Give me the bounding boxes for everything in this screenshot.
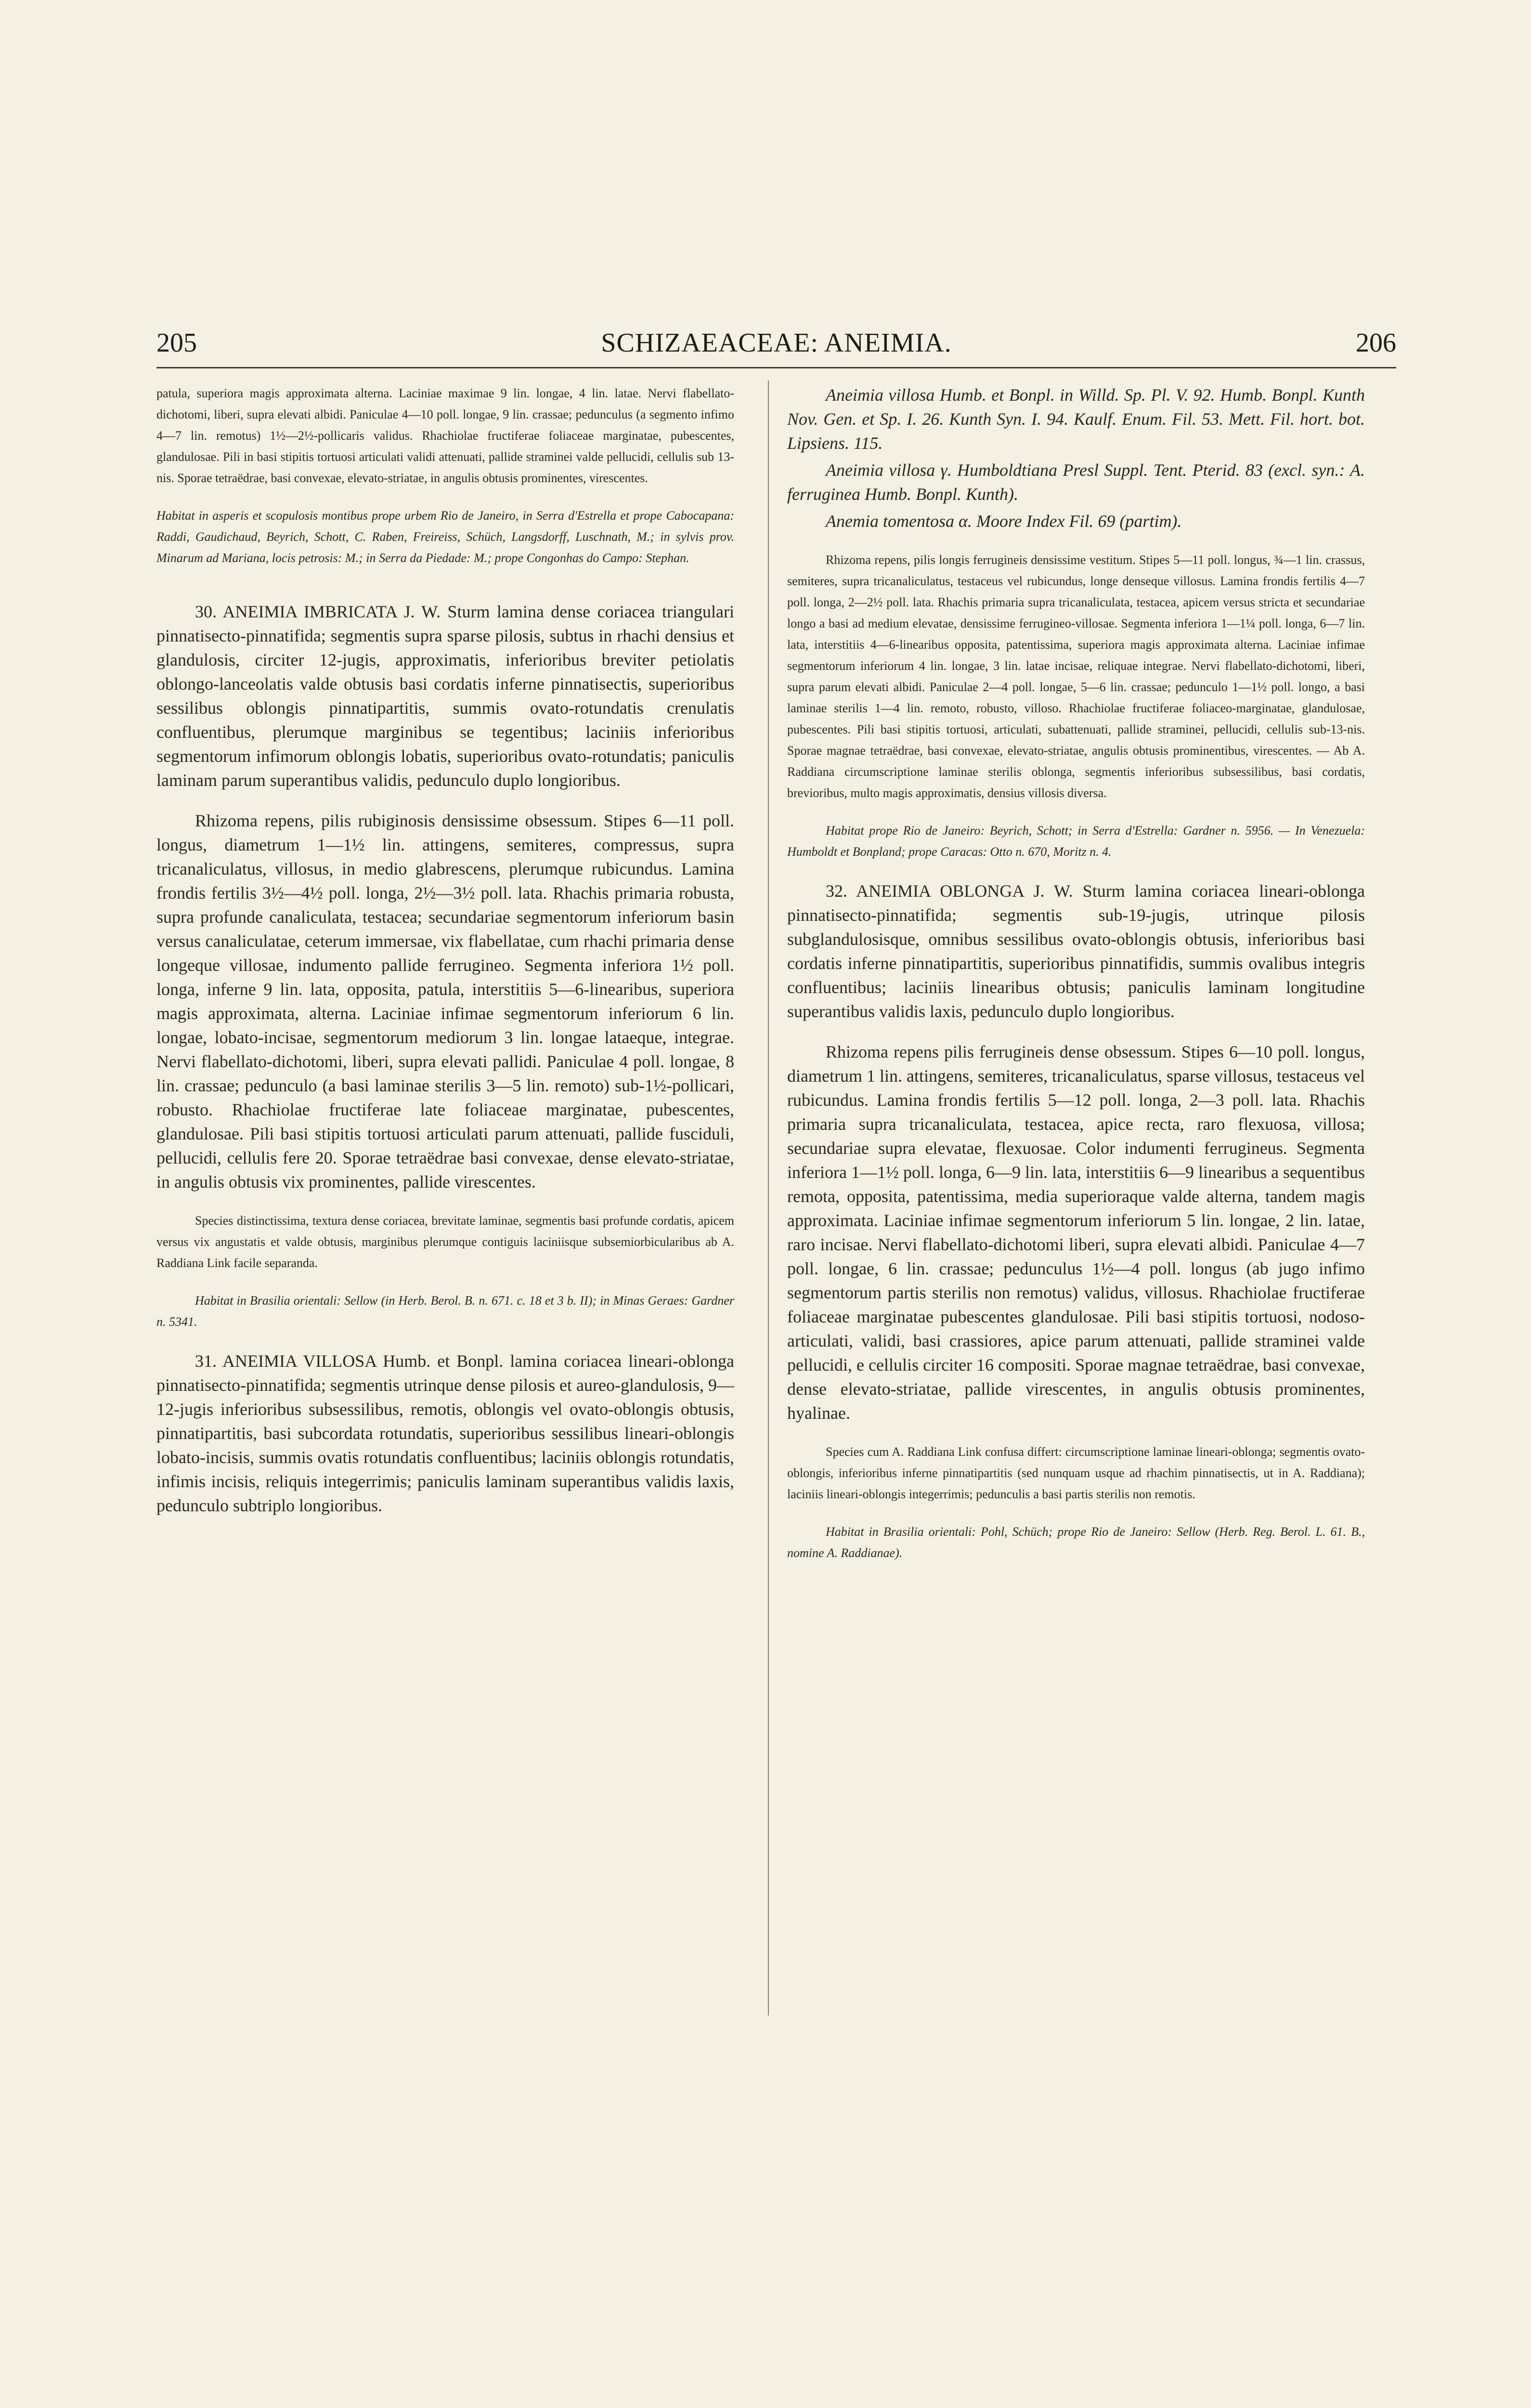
left-column [156,383,734,1534]
right-column [787,383,1365,1580]
species-31-habitat: Habitat prope Rio de Janeiro: Beyrich, Schott; in Serra d'Estrella: Gardner n. 5956. — In Venezuela: Humboldt et Bonpland; prope Caracas: Otto n. 670, Moritz n. 4. [787,824,1365,859]
species-32-diagnosis: 32. ANEIMIA OBLONGA J. W. Sturm lamina coriacea lineari-oblonga pinnatisecto-pinnatifida; segmentis sub-19-jugis, utrinque pilosis subglandulosisque, omnibus sessilibus ovato-oblongis obtusis, inferioribus basi cordatis inferne pinnatipartitis, superioribus pinnatifidis, summis ovalibus integris confluentibus; laciniis linearibus obtusis; paniculis laminam longitudine superantibus validis laxis, pedunculo duplo longioribus. [787,881,1365,1021]
page-number-right: 206 [1356,328,1396,358]
synonym-2: Aneimia villosa γ. Humboldtiana Presl Suppl. Tent. Pterid. 83 (excl. syn.: A. ferruginea Humb. Bonpl. Kunth). [787,460,1365,504]
species-32-remark: Species cum A. Raddiana Link confusa differt: circumscriptione laminae lineari-oblonga; segmentis ovato-oblongis, inferioribus inferne pinnatipartitis (sed nunquam usque ad rhachim pinnatisectis, ut in A. Raddiana); laciniis lineari-oblongis integerrimis; pedunculis a basi partis sterilis non remotis. [787,1445,1365,1501]
running-title: SCHIZAEACEAE: ANEIMIA. [601,328,952,358]
synonym-3: Anemia tomentosa α. Moore Index Fil. 69 (partim). [826,511,1182,531]
species-30-diagnosis: 30. ANEIMIA IMBRICATA J. W. Sturm lamina dense coriacea triangulari pinnatisecto-pinnatifida; segmentis supra sparse pilosis, subtus in rhachi densius et glandulosis, circiter 12-jugis, approximatis, inferioribus breviter petiolatis oblongo-lanceolatis valde obtusis basi cordatis inferne pinnatisectis, superioribus sessilibus oblongis pinnatipartitis, summis ovato-rotundatis crenulatis confluentibus, plerumque marginibus se tegentibus; laciniis inferioribus segmentorum infimorum oblongis lobatis, superioribus ovato-rotundatis; paniculis laminam parum superantibus validis, pedunculo duplo longioribus. [156,602,734,790]
synonym-1: Aneimia villosa Humb. et Bonpl. in Willd. Sp. Pl. V. 92. Humb. Bonpl. Kunth Nov. Gen. et Sp. I. 26. Kunth Syn. I. 94. Kaulf. Enum. Fil. 53. Mett. Fil. hort. bot. Lipsiens. 115. [787,385,1365,453]
habitat-note: Habitat in asperis et scopulosis montibus prope urbem Rio de Janeiro, in Serra d'Estrella et prope Cabocapana: Raddi, Gaudichaud, Beyrich, Schott, C. Raben, Freireiss, Schüch, Langsdorff, Luschnath, M.; in sylvis prov. Minarum ad Mariana, locis petrosis: M.; in Serra da Piedade: M.; prope Congonhas do Campo: Stephan. [156,509,734,565]
species-32-habitat: Habitat in Brasilia orientali: Pohl, Schüch; prope Rio de Janeiro: Sellow (Herb. Reg. Berol. L. 61. B., nomine A. Raddianae). [787,1525,1365,1560]
species-30-remark: Species distinctissima, textura dense coriacea, brevitate laminae, segmentis basi profunde cordatis, apicem versus vix angustatis et valde obtusis, marginibus plerumque contiguis laciniisque subsemiorbicularibus ab A. Raddiana Link facile separanda. [156,1214,734,1270]
species-31-description: Rhizoma repens, pilis longis ferrugineis densissime vestitum. Stipes 5—11 poll. longus, ¾—1 lin. crassus, semiteres, supra tricanaliculatus, testaceus vel rubicundus, longe denseque villosus. Lamina frondis fertilis 4—7 poll. longa, 2—2½ poll. lata. Rhachis primaria supra tricanaliculata, testacea, apicem versus stricta et secundariae longo a basi ad medium elevatae, densissime ferrugineo-villosae. Segmenta inferiora 1—1¼ poll. longa, 6—7 lin. lata, interstitiis 4—6-linearibus opposita, patentissima, superiora magis approximata alterna. Laciniae infimae segmentorum inferiorum 4 lin. longae, 3 lin. latae incisae, reliquae integrae. Nervi flabellato-dichotomi, liberi, supra parum elevati albidi. Paniculae 2—4 poll. longae, 5—6 lin. crassae; pedunculo 1—1½ poll. longo, a basi laminae sterilis 1—4 lin. remoto, robusto, villoso. Rhachiolae fructiferae foliaceo-marginatae, glandulosae, pubescentes. Pili basi stipitis tortuosi, articulati, subattenuati, pallide straminei, pellucidi, cellulis sub-13-nis. Sporae magnae tetraëdrae, basi convexae, elevato-striatae, angulis obtusis prominentibus, virescentes. — Ab A. Raddiana circumscriptione laminae sterilis oblonga, segmentis inferioribus subsessilibus, basi cordatis, brevioribus, multo magis approximatis, densius villosis diversa. [787,553,1365,800]
header-rule [156,367,1396,368]
species-32-description: Rhizoma repens pilis ferrugineis dense obsessum. Stipes 6—10 poll. longus, diametrum 1 lin. attingens, semiteres, tricanaliculatus, sparse villosus, testaceus vel rubicundus. Lamina frondis fertilis 5—12 poll. longa, 2—3 poll. lata. Rhachis primaria supra tricanaliculata, testacea, apice recta, raro flexuosa, villosa; secundariae supra elevatae, flexuosae. Color indumenti ferrugineus. Segmenta inferiora 1—1½ poll. longa, 6—9 lin. lata, interstitiis 6—9 linearibus a sequentibus remota, opposita, patentissima, media superioraque valde alterna, tandem magis approximata. Laciniae infimae segmentorum inferiorum 5 lin. longae, 2 lin. latae, raro incisae. Nervi flabellato-dichotomi liberi, supra elevati albidi. Paniculae 4—7 poll. longae, 6 lin. crassae; pedunculus 1½—4 poll. longus (ab jugo infimo segmentorum partis sterilis non remotus) validus, villosus. Rhachiolae fructiferae foliaceae marginatae pubescentes glandulosae. Pili basi stipitis tortuosi, nodoso-articulati, validi, basi crassiores, apice parum attenuati, pallide straminei valde pellucidi, e cellulis circiter 16 compositi. Sporae magnae tetraëdrae, basi convexae, dense elevato-striatae, pallide virescentes, in angulis obtusis prominentes, hyalinae. [787,1042,1365,1423]
page-number-left: 205 [156,328,197,358]
running-header [156,327,1396,366]
species-30-habitat: Habitat in Brasilia orientali: Sellow (in Herb. Berol. B. n. 671. c. 18 et 3 b. II); in Minas Geraes: Gardner n. 5341. [156,1294,734,1329]
species-30-description: Rhizoma repens, pilis rubiginosis densissime obsessum. Stipes 6—11 poll. longus, diametrum 1—1½ lin. attingens, semiteres, compressus, supra tricanaliculatus, villosus, in medio glabrescens, plerumque rubicundus. Lamina frondis fertilis 3½—4½ poll. longa, 2½—3½ poll. lata. Rhachis primaria robusta, supra profunde canaliculata, testacea; secundariae segmentorum inferiorum basin versus canaliculatae, ceterum immersae, vix flabellatae, cum rhachi primaria dense longeque villosae, indumento pallide ferrugineo. Segmenta inferiora 1½ poll. longa, inferne 9 lin. lata, opposita, patula, interstitiis 5—6-linearibus, superiora magis approximata, alterna. Laciniae infimae segmentorum inferiorum 6 lin. longae, lobato-incisae, segmentorum mediorum 3 lin. longae lataeque, integrae. Nervi flabellato-dichotomi, liberi, supra elevati pallidi. Paniculae 4 poll. longae, 8 lin. crassae; pedunculo (a basi laminae sterilis 3—5 lin. remoto) sub-1½-pollicari, robusto. Rhachiolae fructiferae late foliaceae marginatae, pubescentes, glandulosae. Pili basi stipitis tortuosi articulati parum attenuati, pallide fusciduli, pellucidi, cellulis fere 20. Sporae tetraëdrae basi convexae, dense elevato-striatae, in angulis obtusis vix prominentes, pallide virescentes. [156,811,734,1191]
column-divider [768,380,769,2015]
species-31-diagnosis: 31. ANEIMIA VILLOSA Humb. et Bonpl. lamina coriacea lineari-oblonga pinnatisecto-pinnatifida; segmentis utrinque dense pilosis et aureo-glandulosis, 9—12-jugis inferioribus subsessilibus, remotis, oblongis vel ovato-oblongis obtusis, pinnatipartitis, basi subcordata rotundatis, superioribus sessilibus lineari-oblongis lobato-incisis, summis ovatis rotundatis confluentibus; laciniis oblongis rotundatis, infimis incisis, reliquis integerrimis; paniculis laminam superantibus validis laxis, pedunculo subtriplo longioribus. [156,1351,734,1515]
description-continued: patula, superiora magis approximata alterna. Laciniae maximae 9 lin. longae, 4 lin. latae. Nervi flabellato-dichotomi, liberi, supra elevati albidi. Paniculae 4—10 poll. longae, 9 lin. crassae; pedunculus (a segmento infimo 4—7 lin. remotus) 1½—2½-pollicaris validus. Rhachiolae fructiferae foliaceae marginatae, pubescentes, glandulosae. Pili in basi stipitis tortuosi articulati validi attenuati, pallide straminei valde pellucidi, cellulis sub 13-nis. Sporae tetraëdrae, basi convexae, elevato-striatae, in angulis obtusis prominentes, virescentes. [156,386,734,485]
